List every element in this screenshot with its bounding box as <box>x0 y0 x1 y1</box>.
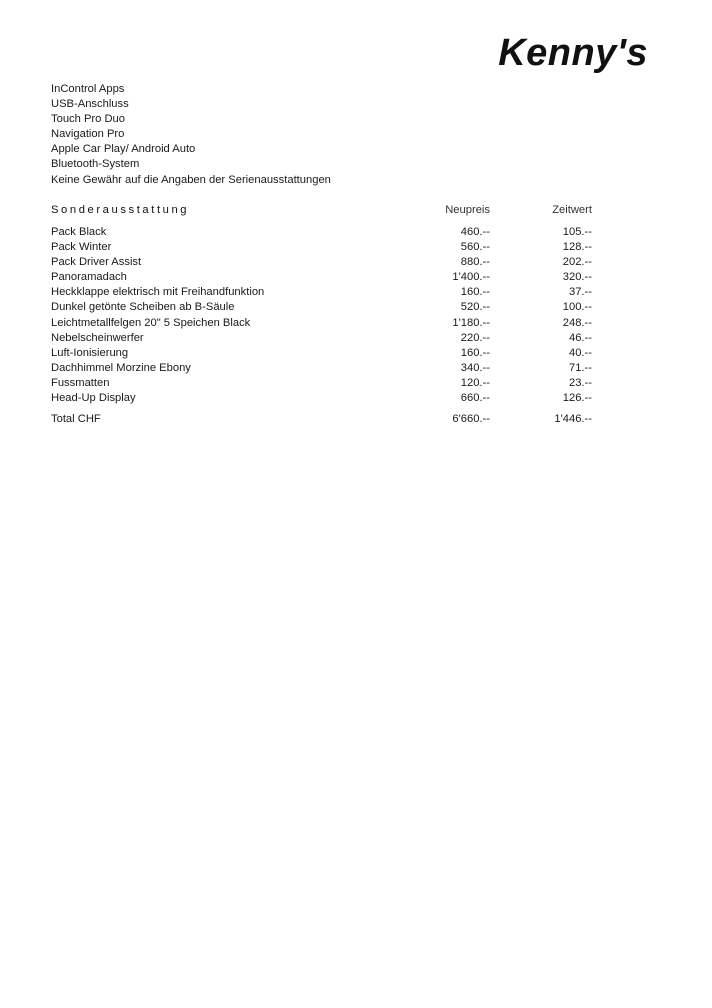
option-neupreis: 660.-- <box>460 392 490 405</box>
standard-features-list <box>51 82 331 188</box>
option-name: Pack Driver Assist <box>51 256 142 269</box>
option-zeitwert: 100.-- <box>562 301 592 314</box>
option-name: Luft-Ionisierung <box>51 346 129 359</box>
option-zeitwert: 37.-- <box>568 286 592 299</box>
total-neupreis: 6'660.-- <box>452 413 490 426</box>
option-neupreis: 160.-- <box>460 286 490 299</box>
feature-item: Bluetooth-System <box>51 158 140 171</box>
option-name: Pack Black <box>51 226 107 238</box>
option-zeitwert: 126.-- <box>562 392 592 405</box>
table-row <box>51 346 592 361</box>
option-zeitwert: 40.-- <box>568 346 592 359</box>
option-name: Dachhimmel Morzine Ebony <box>51 361 191 374</box>
option-neupreis: 340.-- <box>460 361 490 374</box>
feature-item: Navigation Pro <box>51 128 125 141</box>
total-zeitwert: 1'446.-- <box>554 413 592 426</box>
brand-logo: Kenny's <box>498 32 648 74</box>
options-table-title: Sonderausstattung <box>51 204 190 216</box>
option-neupreis: 460.-- <box>460 226 490 238</box>
feature-disclaimer: Keine Gewähr auf die Angaben der Serienausstattungen <box>51 173 331 186</box>
option-name: Heckklappe elektrisch mit Freihandfunktion <box>51 286 265 299</box>
table-row <box>51 240 592 255</box>
table-row <box>51 300 592 315</box>
feature-item: Touch Pro Duo <box>51 113 126 126</box>
table-row <box>51 285 592 300</box>
total-row <box>51 412 592 427</box>
option-name: Pack Winter <box>51 241 112 254</box>
feature-item: USB-Anschluss <box>51 98 129 111</box>
option-name: Leichtmetallfelgen 20" 5 Speichen Black <box>51 316 251 329</box>
option-neupreis: 220.-- <box>460 331 490 344</box>
option-neupreis: 880.-- <box>460 256 490 269</box>
option-neupreis: 1'180.-- <box>452 316 490 329</box>
column-header-zeitwert: Zeitwert <box>552 204 592 216</box>
table-row <box>51 225 592 240</box>
option-neupreis: 520.-- <box>460 301 490 314</box>
table-row <box>51 331 592 346</box>
feature-item: InControl Apps <box>51 83 125 95</box>
table-row <box>51 316 592 331</box>
table-row <box>51 270 592 285</box>
table-row <box>51 361 592 376</box>
column-header-neupreis: Neupreis <box>445 204 490 216</box>
table-row <box>51 376 592 391</box>
table-row <box>51 391 592 406</box>
table-row <box>51 255 592 270</box>
option-zeitwert: 23.-- <box>568 376 592 389</box>
total-label: Total CHF <box>51 413 101 426</box>
option-neupreis: 160.-- <box>460 346 490 359</box>
option-name: Head-Up Display <box>51 392 136 405</box>
option-zeitwert: 320.-- <box>562 271 592 284</box>
options-table <box>51 202 592 427</box>
options-table-header <box>51 202 592 219</box>
option-neupreis: 560.-- <box>460 241 490 254</box>
option-neupreis: 120.-- <box>460 376 490 389</box>
option-zeitwert: 128.-- <box>562 241 592 254</box>
option-zeitwert: 248.-- <box>562 316 592 329</box>
option-name: Fussmatten <box>51 376 110 389</box>
option-neupreis: 1'400.-- <box>452 271 490 284</box>
option-zeitwert: 202.-- <box>562 256 592 269</box>
option-zeitwert: 71.-- <box>568 361 592 374</box>
option-zeitwert: 105.-- <box>562 226 592 238</box>
option-name: Dunkel getönte Scheiben ab B-Säule <box>51 301 235 314</box>
option-name: Panoramadach <box>51 271 127 284</box>
option-zeitwert: 46.-- <box>568 331 592 344</box>
option-name: Nebelscheinwerfer <box>51 331 144 344</box>
feature-item: Apple Car Play/ Android Auto <box>51 143 196 156</box>
